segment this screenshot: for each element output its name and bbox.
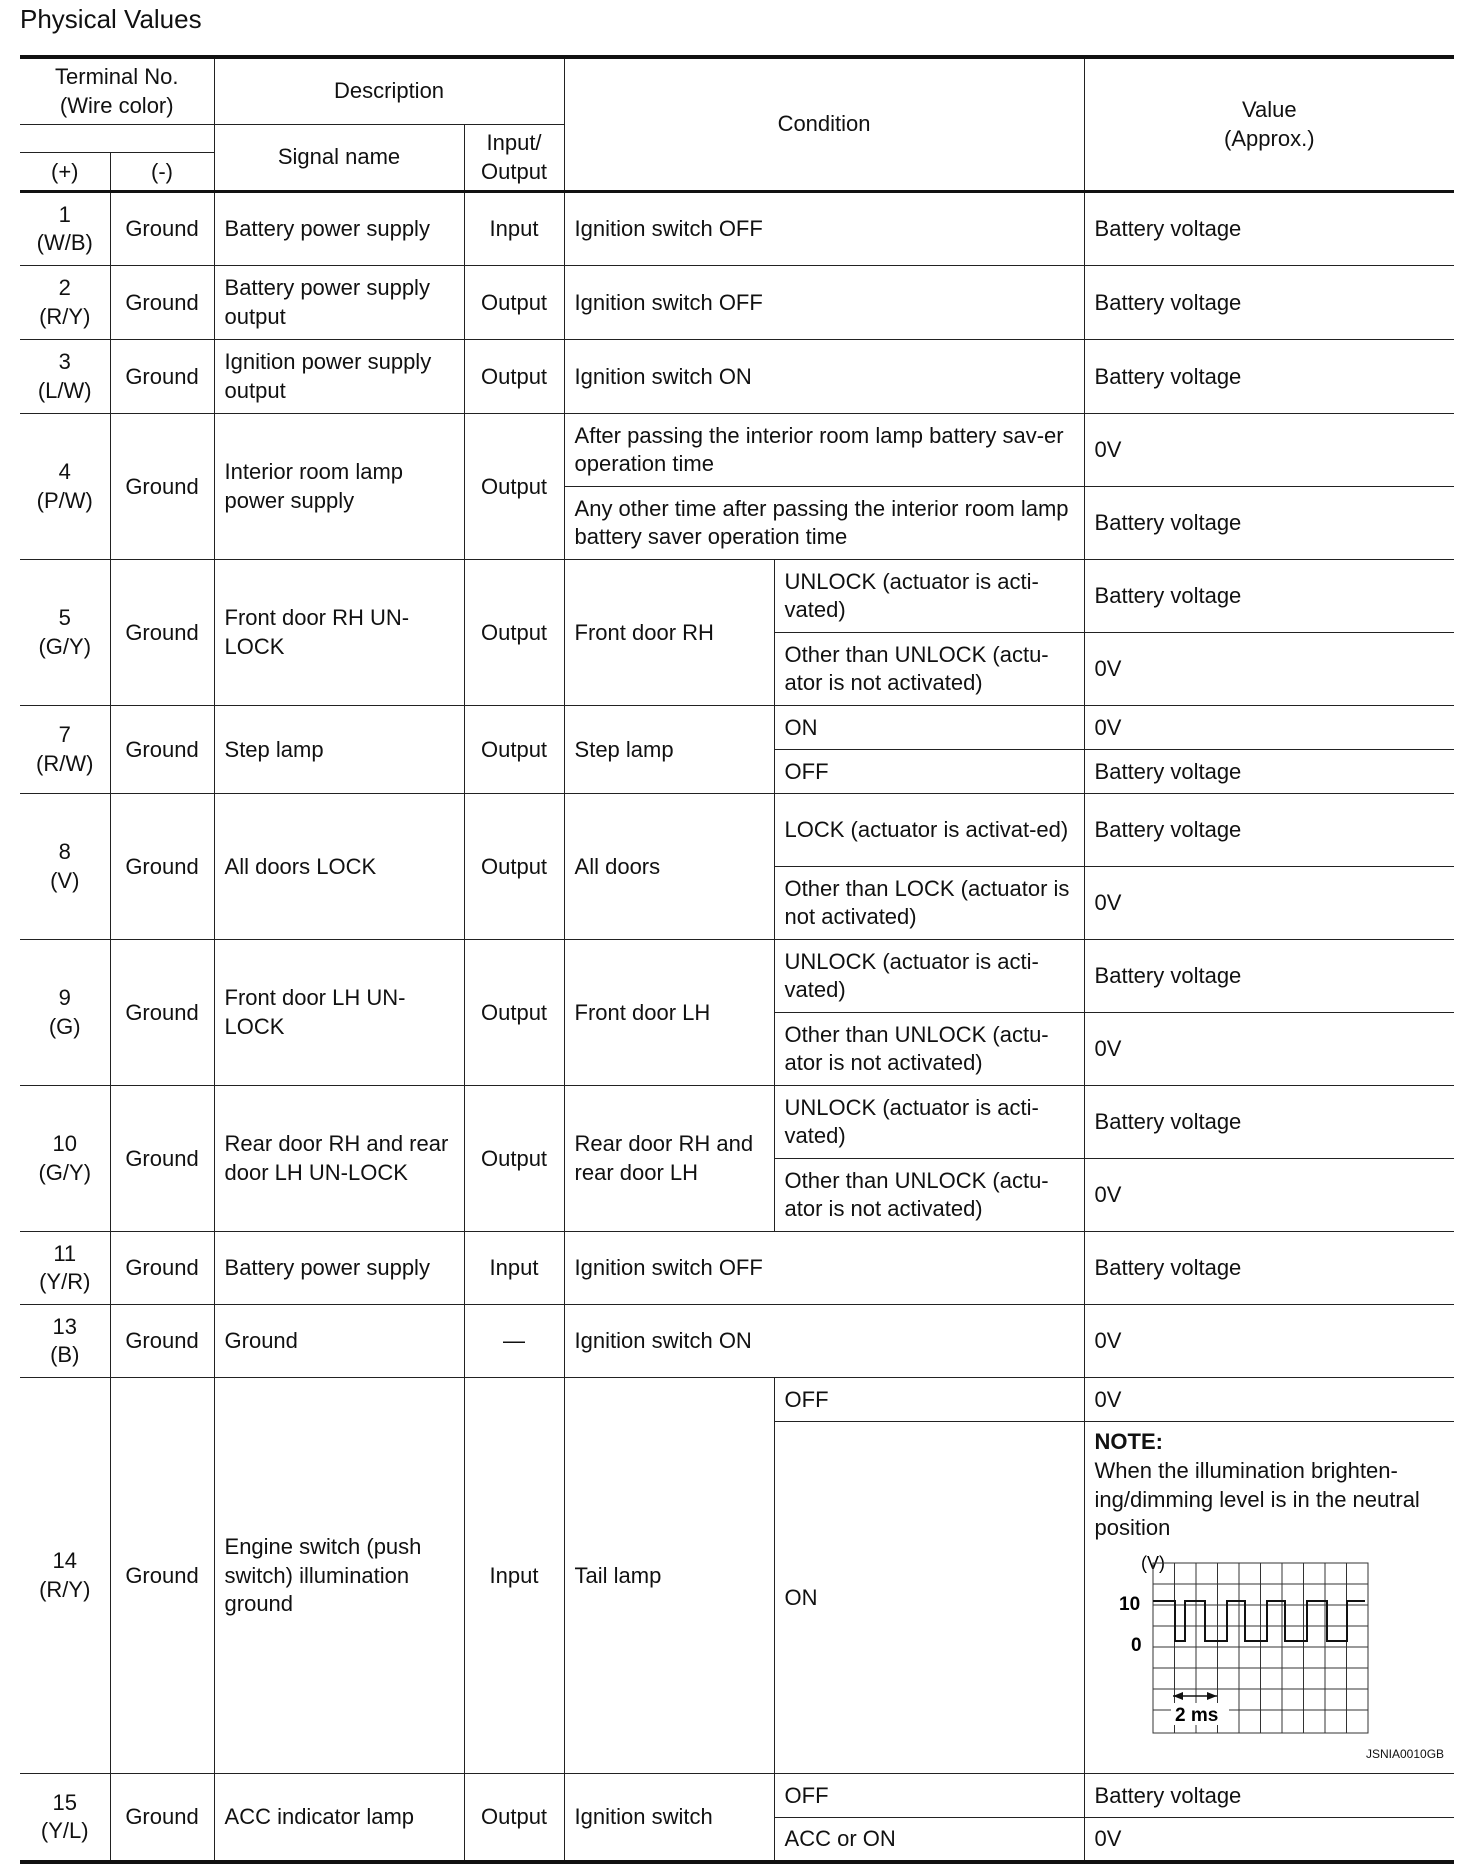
sub-condition-cell: UNLOCK (actuator is acti-vated) — [774, 560, 1084, 633]
io-cell: Output — [464, 266, 564, 340]
io-cell: Input — [464, 192, 564, 266]
value-header: Value (Approx.) — [1084, 57, 1454, 192]
sub-condition-cell: LOCK (actuator is activat-ed) — [774, 794, 1084, 867]
terminal-header: Terminal No. (Wire color) — [20, 57, 214, 125]
ground-cell: Ground — [110, 794, 214, 940]
value-cell: Battery voltage — [1084, 560, 1454, 633]
signal-name-header: Signal name — [214, 125, 464, 192]
io-cell: Output — [464, 1774, 564, 1862]
ground-cell: Ground — [110, 1378, 214, 1774]
table-row — [20, 340, 1454, 414]
io-cell: — — [464, 1305, 564, 1378]
sub-condition-cell: ON — [774, 706, 1084, 750]
io-cell: Output — [464, 794, 564, 940]
sub-condition-cell: Other than UNLOCK (actu-ator is not activated) — [774, 1159, 1084, 1232]
sub-condition-cell: Other than UNLOCK (actu-ator is not activated) — [774, 633, 1084, 706]
terminal-cell: 15 (Y/L) — [20, 1774, 110, 1862]
table-row — [20, 794, 1454, 867]
table-row — [20, 414, 1454, 487]
arrow-right-icon — [1207, 1692, 1217, 1700]
condition-cell: Step lamp — [564, 706, 774, 794]
note-title: NOTE: — [1094, 1429, 1163, 1455]
condition-cell: Ignition switch OFF — [564, 192, 1084, 266]
sub-condition-cell: Other than UNLOCK (actu-ator is not activated) — [774, 1013, 1084, 1086]
sub-condition-cell: ON — [774, 1422, 1084, 1774]
note-text: When the illumination brighten-ing/dimming level is in the neutral position — [1094, 1457, 1420, 1541]
value-cell: 0V — [1084, 867, 1454, 940]
terminal-cell: 10 (G/Y) — [20, 1086, 110, 1232]
terminal-cell: 1 (W/B) — [20, 192, 110, 266]
signal-cell: Interior room lamp power supply — [214, 414, 464, 560]
table-row — [20, 192, 1454, 266]
table-row — [20, 1232, 1454, 1305]
condition-cell: Front door RH — [564, 560, 774, 706]
value-cell: Battery voltage — [1084, 1086, 1454, 1159]
io-cell: Input — [464, 1232, 564, 1305]
value-cell: 0V — [1084, 1378, 1454, 1422]
sub-condition-cell: UNLOCK (actuator is acti-vated) — [774, 940, 1084, 1013]
signal-cell: All doors LOCK — [214, 794, 464, 940]
io-header: Input/ Output — [464, 125, 564, 192]
terminal-cell: 3 (L/W) — [20, 340, 110, 414]
signal-cell: Rear door RH and rear door LH UN-LOCK — [214, 1086, 464, 1232]
value-cell: 0V — [1084, 1818, 1454, 1862]
ground-cell: Ground — [110, 414, 214, 560]
value-cell: 0V — [1084, 1305, 1454, 1378]
ground-cell: Ground — [110, 1305, 214, 1378]
ground-cell: Ground — [110, 940, 214, 1086]
condition-cell: Tail lamp — [564, 1378, 774, 1774]
io-cell: Output — [464, 414, 564, 560]
io-cell: Output — [464, 706, 564, 794]
condition-cell: Any other time after passing the interior room lamp battery saver operation time — [564, 487, 1084, 560]
physical-values-table — [20, 55, 1454, 1864]
value-cell: Battery voltage — [1084, 340, 1454, 414]
value-cell: Battery voltage — [1084, 794, 1454, 867]
terminal-cell: 9 (G) — [20, 940, 110, 1086]
condition-header: Condition — [564, 57, 1084, 192]
table-row — [20, 706, 1454, 750]
io-cell: Output — [464, 560, 564, 706]
sub-condition-cell: Other than LOCK (actuator is not activated) — [774, 867, 1084, 940]
signal-cell: ACC indicator lamp — [214, 1774, 464, 1862]
condition-cell: Front door LH — [564, 940, 774, 1086]
table-row — [20, 1774, 1454, 1818]
description-header: Description — [214, 57, 564, 125]
table-row — [20, 1378, 1454, 1422]
time-scale-label: 2 ms — [1174, 1704, 1218, 1726]
ground-cell: Ground — [110, 560, 214, 706]
sub-condition-cell: UNLOCK (actuator is acti-vated) — [774, 1086, 1084, 1159]
sub-condition-cell: ACC or ON — [774, 1818, 1084, 1862]
table-row — [20, 266, 1454, 340]
ground-cell: Ground — [110, 340, 214, 414]
condition-cell: After passing the interior room lamp battery sav-er operation time — [564, 414, 1084, 487]
terminal-cell: 14 (R/Y) — [20, 1378, 110, 1774]
ground-cell: Ground — [110, 1232, 214, 1305]
io-cell: Output — [464, 340, 564, 414]
value-cell: Battery voltage — [1084, 1232, 1454, 1305]
page-title: Physical Values — [20, 4, 202, 34]
ground-cell: Ground — [110, 266, 214, 340]
minus-header: (-) — [110, 153, 214, 192]
figure-code: JSNIA0010GB — [1366, 1746, 1445, 1761]
signal-cell: Battery power supply — [214, 1232, 464, 1305]
wave-low-label: 0 — [1130, 1634, 1142, 1656]
signal-cell: Front door LH UN-LOCK — [214, 940, 464, 1086]
signal-cell: Step lamp — [214, 706, 464, 794]
value-cell: Battery voltage — [1084, 1774, 1454, 1818]
ground-cell: Ground — [110, 192, 214, 266]
condition-cell: Ignition switch — [564, 1774, 774, 1862]
value-cell: Battery voltage — [1084, 750, 1454, 794]
condition-cell: Rear door RH and rear door LH — [564, 1086, 774, 1232]
table-row — [20, 1305, 1454, 1378]
condition-cell: All doors — [564, 794, 774, 940]
terminal-cell: 8 (V) — [20, 794, 110, 940]
value-cell: 0V — [1084, 706, 1454, 750]
io-cell: Output — [464, 1086, 564, 1232]
table-row — [20, 940, 1454, 1013]
terminal-cell: 13 (B) — [20, 1305, 110, 1378]
ground-cell: Ground — [110, 1774, 214, 1862]
terminal-cell: 5 (G/Y) — [20, 560, 110, 706]
value-cell: Battery voltage — [1084, 266, 1454, 340]
value-cell: Battery voltage — [1084, 192, 1454, 266]
ground-cell: Ground — [110, 1086, 214, 1232]
wave-unit-label: (V) — [1140, 1552, 1165, 1573]
signal-cell: Ground — [214, 1305, 464, 1378]
value-cell: 0V — [1084, 1013, 1454, 1086]
signal-cell: Ignition power supply output — [214, 340, 464, 414]
condition-cell: Ignition switch ON — [564, 1305, 1084, 1378]
condition-cell: Ignition switch OFF — [564, 266, 1084, 340]
wave-high-label: 10 — [1118, 1593, 1140, 1615]
signal-cell: Engine switch (push switch) illumination ground — [214, 1378, 464, 1774]
terminal-cell: 4 (P/W) — [20, 414, 110, 560]
table-row — [20, 1086, 1454, 1159]
condition-cell: Ignition switch OFF — [564, 1232, 1084, 1305]
io-cell: Input — [464, 1378, 564, 1774]
plus-header: (+) — [20, 153, 110, 192]
signal-cell: Battery power supply — [214, 192, 464, 266]
value-cell: Battery voltage — [1084, 487, 1454, 560]
sub-condition-cell: OFF — [774, 1378, 1084, 1422]
waveform-figure — [1115, 1553, 1425, 1743]
signal-cell: Battery power supply output — [214, 266, 464, 340]
terminal-cell: 11 (Y/R) — [20, 1232, 110, 1305]
value-cell: 0V — [1084, 414, 1454, 487]
terminal-cell: 2 (R/Y) — [20, 266, 110, 340]
value-cell: 0V — [1084, 633, 1454, 706]
terminal-header-spacer — [20, 125, 214, 153]
condition-cell: Ignition switch ON — [564, 340, 1084, 414]
note-cell — [1084, 1422, 1454, 1774]
sub-condition-cell: OFF — [774, 750, 1084, 794]
sub-condition-cell: OFF — [774, 1774, 1084, 1818]
table-row — [20, 560, 1454, 633]
ground-cell: Ground — [110, 706, 214, 794]
signal-cell: Front door RH UN-LOCK — [214, 560, 464, 706]
square-wave-trace — [1153, 1601, 1365, 1641]
io-cell: Output — [464, 940, 564, 1086]
value-cell: Battery voltage — [1084, 940, 1454, 1013]
terminal-cell: 7 (R/W) — [20, 706, 110, 794]
value-cell: 0V — [1084, 1159, 1454, 1232]
